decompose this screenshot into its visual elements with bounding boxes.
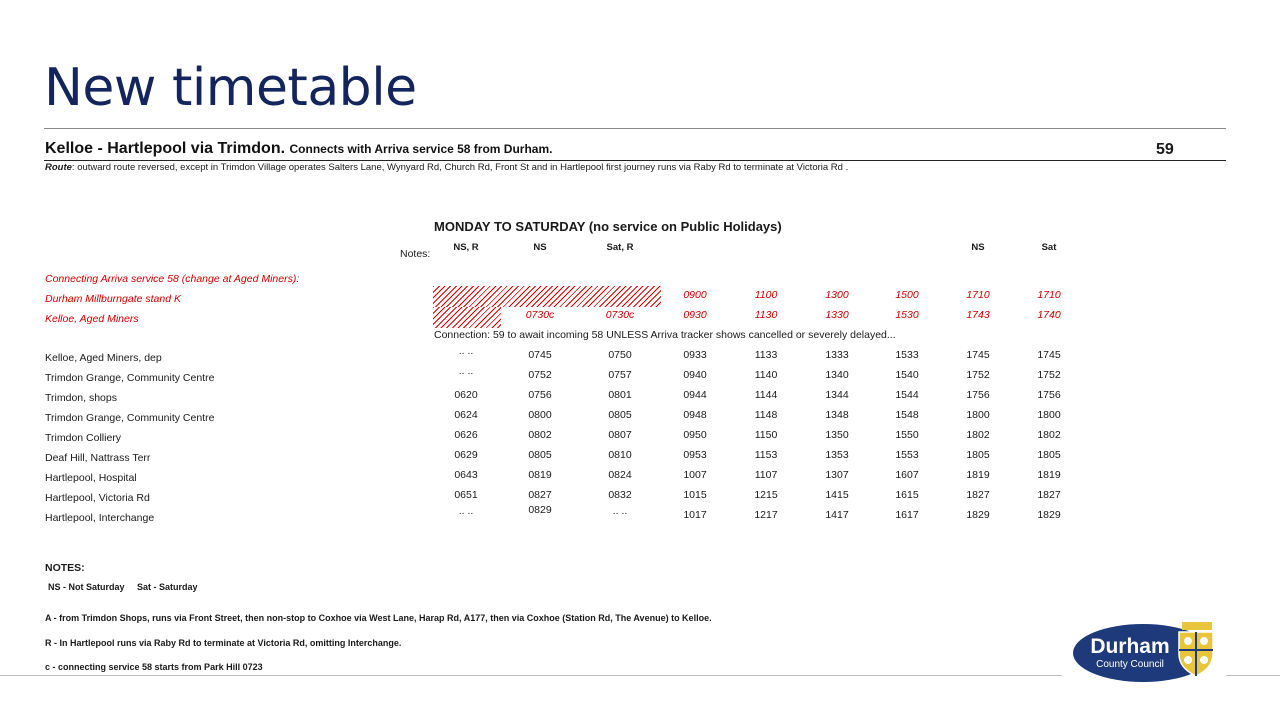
time-cell: 1217 xyxy=(754,509,778,521)
connecting-time-cell: 1130 xyxy=(754,309,778,321)
connecting-time-cell: 0930 xyxy=(683,309,707,321)
logo-text-council: County Council xyxy=(1096,659,1164,670)
stop-name: Hartlepool, Victoria Rd xyxy=(45,492,150,504)
stop-name: Deaf Hill, Nattrass Terr xyxy=(45,452,151,464)
time-cell: 1827 xyxy=(966,489,990,501)
connecting-stop: Kelloe, Aged Miners xyxy=(45,313,139,325)
time-cell: 0800 xyxy=(528,409,552,421)
time-cell: 1829 xyxy=(1037,509,1061,521)
connecting-time-cell: 1500 xyxy=(895,289,919,301)
time-cell: 0802 xyxy=(528,429,552,441)
column-note: Sat, R xyxy=(606,242,634,253)
time-cell: 1607 xyxy=(895,469,919,481)
stop-name: Hartlepool, Interchange xyxy=(45,512,155,524)
notes-heading: NOTES: xyxy=(45,562,85,574)
time-cell: 0829 xyxy=(528,504,552,516)
council-logo-graphic xyxy=(1072,620,1218,684)
time-cell: 0933 xyxy=(683,349,707,361)
time-cell: 0745 xyxy=(528,349,552,361)
time-cell: 1333 xyxy=(825,349,849,361)
time-cell: 0620 xyxy=(454,389,478,401)
time-cell: 1829 xyxy=(966,509,990,521)
time-cell: 0651 xyxy=(454,489,478,501)
time-cell: 1802 xyxy=(966,429,990,441)
time-cell: 1350 xyxy=(825,429,849,441)
time-cell: 0805 xyxy=(528,449,552,461)
no-connection-hatch xyxy=(433,307,501,328)
durham-county-council-logo xyxy=(1072,620,1218,689)
time-cell: 0810 xyxy=(608,449,632,461)
time-cell: 1150 xyxy=(754,429,778,441)
time-cell: 1348 xyxy=(825,409,849,421)
time-cell: 1417 xyxy=(825,509,849,521)
time-cell: 1533 xyxy=(895,349,919,361)
service-route-title: Kelloe - Hartlepool via Trimdon. xyxy=(45,140,286,157)
time-cell: 1307 xyxy=(825,469,849,481)
days-heading: MONDAY TO SATURDAY (no service on Public Holidays) xyxy=(434,219,782,234)
time-cell: 0801 xyxy=(608,389,632,401)
time-cell: 1548 xyxy=(895,409,919,421)
time-cell: 1550 xyxy=(895,429,919,441)
connection-note: Connection: 59 to await incoming 58 UNLESS Arriva tracker shows cancelled or severely delayed... xyxy=(434,329,896,341)
time-cell: 1007 xyxy=(683,469,707,481)
connecting-time-cell: 1100 xyxy=(754,289,778,301)
connecting-time-cell: 0900 xyxy=(683,289,707,301)
time-cell: 1752 xyxy=(966,369,990,381)
service-headline xyxy=(45,140,552,158)
column-note: NS xyxy=(971,242,985,253)
column-note: NS, R xyxy=(453,242,479,253)
time-cell: 1553 xyxy=(895,449,919,461)
time-cell: 0950 xyxy=(683,429,707,441)
connecting-time-cell: 1710 xyxy=(966,289,990,301)
time-cell: 0940 xyxy=(683,369,707,381)
connecting-time-cell: 1743 xyxy=(966,309,990,321)
time-cell: 1140 xyxy=(754,369,778,381)
no-connection-hatch xyxy=(433,286,661,307)
time-cell: 1800 xyxy=(1037,409,1061,421)
service-number: 59 xyxy=(1156,141,1174,158)
time-cell: 1215 xyxy=(754,489,778,501)
title-divider xyxy=(44,128,1226,129)
connecting-time-cell: 1710 xyxy=(1037,289,1061,301)
connecting-time-cell: 0730c xyxy=(525,309,555,321)
headline-divider xyxy=(44,160,1226,161)
time-cell: 0629 xyxy=(454,449,478,461)
time-cell: 1544 xyxy=(895,389,919,401)
time-cell: 1015 xyxy=(683,489,707,501)
route-label: Route xyxy=(45,162,72,173)
time-cell: 1756 xyxy=(1037,389,1061,401)
time-cell: 1107 xyxy=(754,469,778,481)
time-cell: 0805 xyxy=(608,409,632,421)
route-description xyxy=(45,162,848,173)
connecting-time-cell: 1330 xyxy=(825,309,849,321)
connecting-time-cell: 0730c xyxy=(605,309,635,321)
time-cell: 1148 xyxy=(754,409,778,421)
note-r: R - In Hartlepool runs via Raby Rd to terminate at Victoria Rd, omitting Interchange. xyxy=(45,638,402,648)
time-cell: 1745 xyxy=(966,349,990,361)
note-a: A - from Trimdon Shops, runs via Front Street, then non-stop to Coxhoe via West Lane, Harap Rd, A177, then via Coxhoe (Station Rd, The Avenue) to Kelloe. xyxy=(45,613,712,623)
time-cell: 1805 xyxy=(966,449,990,461)
time-cell: 1800 xyxy=(966,409,990,421)
time-cell: 0824 xyxy=(608,469,632,481)
connecting-time-cell: 1300 xyxy=(825,289,849,301)
route-text: : outward route reversed, except in Trimdon Village operates Salters Lane, Wynyard Rd, Church Rd, Front St and in Hartlepool first journey runs via Raby Rd to terminate at Victoria Rd . xyxy=(71,162,849,173)
column-note: NS xyxy=(533,242,547,253)
stop-name: Hartlepool, Hospital xyxy=(45,472,137,484)
time-cell: 1340 xyxy=(825,369,849,381)
logo-text-durham: Durham xyxy=(1090,635,1170,658)
note-c: c - connecting service 58 starts from Park Hill 0723 xyxy=(45,662,263,672)
column-note: Sat xyxy=(1041,242,1057,253)
connecting-stop: Durham Millburngate stand K xyxy=(45,293,181,305)
service-connection-note: Connects with Arriva service 58 from Durham. xyxy=(289,142,553,156)
stop-name: Trimdon, shops xyxy=(45,392,117,404)
time-cell: 1756 xyxy=(966,389,990,401)
time-cell: 0944 xyxy=(683,389,707,401)
time-cell: 0750 xyxy=(608,349,632,361)
stop-name: Trimdon Grange, Community Centre xyxy=(45,412,215,424)
time-cell: 1827 xyxy=(1037,489,1061,501)
time-cell: 1752 xyxy=(1037,369,1061,381)
time-cell: 1802 xyxy=(1037,429,1061,441)
time-cell: .. .. xyxy=(458,345,474,357)
notes-key: NS - Not Saturday Sat - Saturday xyxy=(48,582,198,592)
stop-name: Trimdon Colliery xyxy=(45,432,122,444)
time-cell: 1805 xyxy=(1037,449,1061,461)
page-title: New timetable xyxy=(44,58,417,118)
footer-divider xyxy=(1226,675,1280,676)
connecting-time-cell: 1740 xyxy=(1037,309,1061,321)
time-cell: .. .. xyxy=(458,505,474,517)
time-cell: .. .. xyxy=(612,505,628,517)
time-cell: 1819 xyxy=(966,469,990,481)
time-cell: 0953 xyxy=(683,449,707,461)
time-cell: 1415 xyxy=(825,489,849,501)
stop-name: Kelloe, Aged Miners, dep xyxy=(45,352,162,364)
time-cell: 0626 xyxy=(454,429,478,441)
time-cell: 1153 xyxy=(754,449,778,461)
time-cell: 0757 xyxy=(608,369,632,381)
time-cell: 1617 xyxy=(895,509,919,521)
time-cell: 0827 xyxy=(528,489,552,501)
time-cell: 1819 xyxy=(1037,469,1061,481)
time-cell: 1344 xyxy=(825,389,849,401)
time-cell: .. .. xyxy=(458,365,474,377)
connecting-heading: Connecting Arriva service 58 (change at Aged Miners): xyxy=(45,273,300,285)
footer-divider xyxy=(0,675,1062,676)
time-cell: 1133 xyxy=(754,349,778,361)
time-cell: 1144 xyxy=(754,389,778,401)
time-cell: 0832 xyxy=(608,489,632,501)
time-cell: 0643 xyxy=(454,469,478,481)
time-cell: 0752 xyxy=(528,369,552,381)
time-cell: 0624 xyxy=(454,409,478,421)
time-cell: 0807 xyxy=(608,429,632,441)
time-cell: 1353 xyxy=(825,449,849,461)
time-cell: 1017 xyxy=(683,509,707,521)
stop-name: Trimdon Grange, Community Centre xyxy=(45,372,215,384)
time-cell: 0819 xyxy=(528,469,552,481)
time-cell: 1745 xyxy=(1037,349,1061,361)
time-cell: 0948 xyxy=(683,409,707,421)
notes-column-label: Notes: xyxy=(400,248,431,260)
time-cell: 1540 xyxy=(895,369,919,381)
connecting-time-cell: 1530 xyxy=(895,309,919,321)
time-cell: 0756 xyxy=(528,389,552,401)
time-cell: 1615 xyxy=(895,489,919,501)
